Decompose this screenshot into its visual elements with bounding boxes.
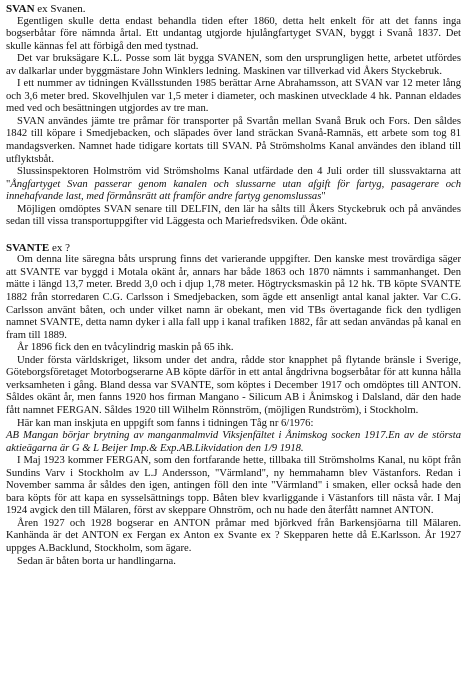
svan-paragraph-3: I ett nummer av tidningen Kvällsstunden 1985 berättar Arne Abrahamsson, att SVAN var 12 meter lång och 3,6 meter bred. Skovelhjulen var 1,5 meter i diameter, och maskinen utvecklade 4 hk. Pannan eldades med ved och besättningen utgjordes av tre man. bbox=[6, 78, 461, 115]
svante-paragraph-5: I Maj 1923 kommer FERGAN, som den fortfarande hette, tillbaka till Strömsholms Kanal, nu köpt från Sundins Varv i Stockholm av L.J Andersson, "Värmland", ny hemmahamn blev Västanfors. Redan i November samma år såldes den igen, antingen föll den inte "Värmland" i smaken, eller också hade den bara köpts för att kapa en sysselsättnings topp. Båten blev kvarliggande i Västanfors till nästa vår. I Maj 1924 avgick den till Mälaren, först av skeppare Ohnström, och nu hade den återfått namnet ANTON. bbox=[6, 455, 461, 517]
svan-paragraph-4: SVAN användes jämte tre pråmar för transporter på Svartån mellan Svanå Bruk och Fors. Den såldes 1842 till köpare i Smedjebacken, och släpades över land sträckan Svanå-Ramnäs, ett arbete som tog 81 mandagsverken. Namnet hade tidigare kortats till SVAN. På Strömsholms Kanal användes den ibland till utflyktsbåt. bbox=[6, 115, 461, 165]
section-gap bbox=[6, 229, 461, 242]
svante-paragraph-7: Sedan är båten borta ur handlingarna. bbox=[17, 555, 176, 567]
svante-italic-note: AB Mangan börjar brytning av manganmalmvid Viksjenfältet i Ånimskog socken 1917.En av de största aktieägarna är G & L Beijer Imp.& Exp.AB.Likvidation den 1/9 1918. bbox=[6, 430, 461, 454]
svan-order-quote: Ångfartyget Svan passerar genom kanalen och slussarne utan afgift för fartyg, pasagerare och innehafvande last, med förmånsrätt att framför andre fartyg genomslussas bbox=[6, 178, 461, 203]
svante-paragraph-6: Åren 1927 och 1928 bogserar en ANTON pråmar med björkved från Barkensjöarna till Mälaren. Kanhända är det ANTON ex Fergan ex Anton ex Svante ex ? Skepparen hette då E.Karlsson. År 1927 uppges A.Backlund, Stockholm, som ägare. bbox=[6, 517, 461, 554]
svan-heading bbox=[6, 3, 461, 16]
svante-paragraph-3: Under första världskriget, liksom under det andra, rådde stor knapphet på flytande bränsle i Sverige, Göteborgsföretaget Motorbogserarne AB köpte därför in ett antal ångdrivna bogserbåtar för att kunna hålla verksamheten i gång. Bland dessa var SVANTE, som köptes i December 1917 och omdöptes till ANTON. Såldes okänt år, men fanns 1920 hos firman Mangano - Silicum AB i Ånimskog i Dalsland, där den hade fått namnet FERGAN. Såldes 1920 till Wilhelm Rönnström, (möjligen Rundström), i Stockholm. bbox=[6, 354, 461, 416]
svante-paragraph-1: Om denna lite säregna båts ursprung finns det varierande uppgifter. Den kanske mest trovärdiga säger att SVANTE var byggd i Motala okänt år, annars har både 1863 och 1870 nämnts i sammanhanget. Den mätte i längd 13,7 meter. Bredd 3,0 och i djup 1,78 meter. Högtrycksmaskin på 12 hk. TB köpte SVANTE 1882 från storredaren C.G. Carlsson i Smedjebacken, som ägde ett ansenligt antal kanal jakter. Var C.G. Carlsson använt båten, och under vilket namn är obekant, men vid TBs övertagande fick den tydligen namnet SVANTE, detta namn dyker i alla fall upp i kanal trafiken 1882, får att sedan användas på kanal en fram till 1889. bbox=[6, 254, 461, 341]
svan-order-end: " bbox=[321, 191, 326, 203]
svan-paragraph-1: Egentligen skulle detta endast behandla tiden efter 1860, detta helt enkelt för att det fanns inga bogserbåtar före nämnda årtal. Ett undantag utgjorde hjulångfartyget SVAN, byggt i Svanå 1837. Det skulle kännas fel att förbigå den med tystnad. bbox=[6, 15, 461, 52]
svante-heading-rest: ex ? bbox=[49, 241, 70, 254]
svan-paragraph-2: Det var bruksägare K.L. Posse som lät bygga SVANEN, som den ursprungligen hette, arbetet utfördes av dalkarlar under byggmästare John Winklers ledning. Maskinen var tillverkad vid Åkers Styckebruk. bbox=[6, 53, 461, 77]
svan-heading-rest: ex Svanen. bbox=[34, 3, 86, 15]
svante-heading-name: SVANTE bbox=[6, 241, 50, 254]
svan-order-paragraph bbox=[6, 166, 461, 204]
svante-heading bbox=[6, 242, 461, 255]
svante-paragraph-4: Här kan man inskjuta en uppgift som fanns i tidningen Tåg nr 6/1976: bbox=[17, 417, 314, 429]
svan-last-paragraph: Möjligen omdöptes SVAN senare till DELFIN, den lär ha sålts till Åkers Styckebruk och på användes sedan till vissa transportuppgifter vid Läggesta och Mariefredsviken. Öde okänt. bbox=[6, 203, 461, 228]
svan-order-intro: Slussinspektoren Holmström vid Strömsholms Kanal utfärdade den 4 Juli order till slussvaktarna att " bbox=[6, 166, 461, 190]
svan-heading-name: SVAN bbox=[6, 3, 35, 15]
svante-paragraph-2: År 1896 fick den en tvåcylindrig maskin på 65 ihk. bbox=[17, 342, 234, 354]
